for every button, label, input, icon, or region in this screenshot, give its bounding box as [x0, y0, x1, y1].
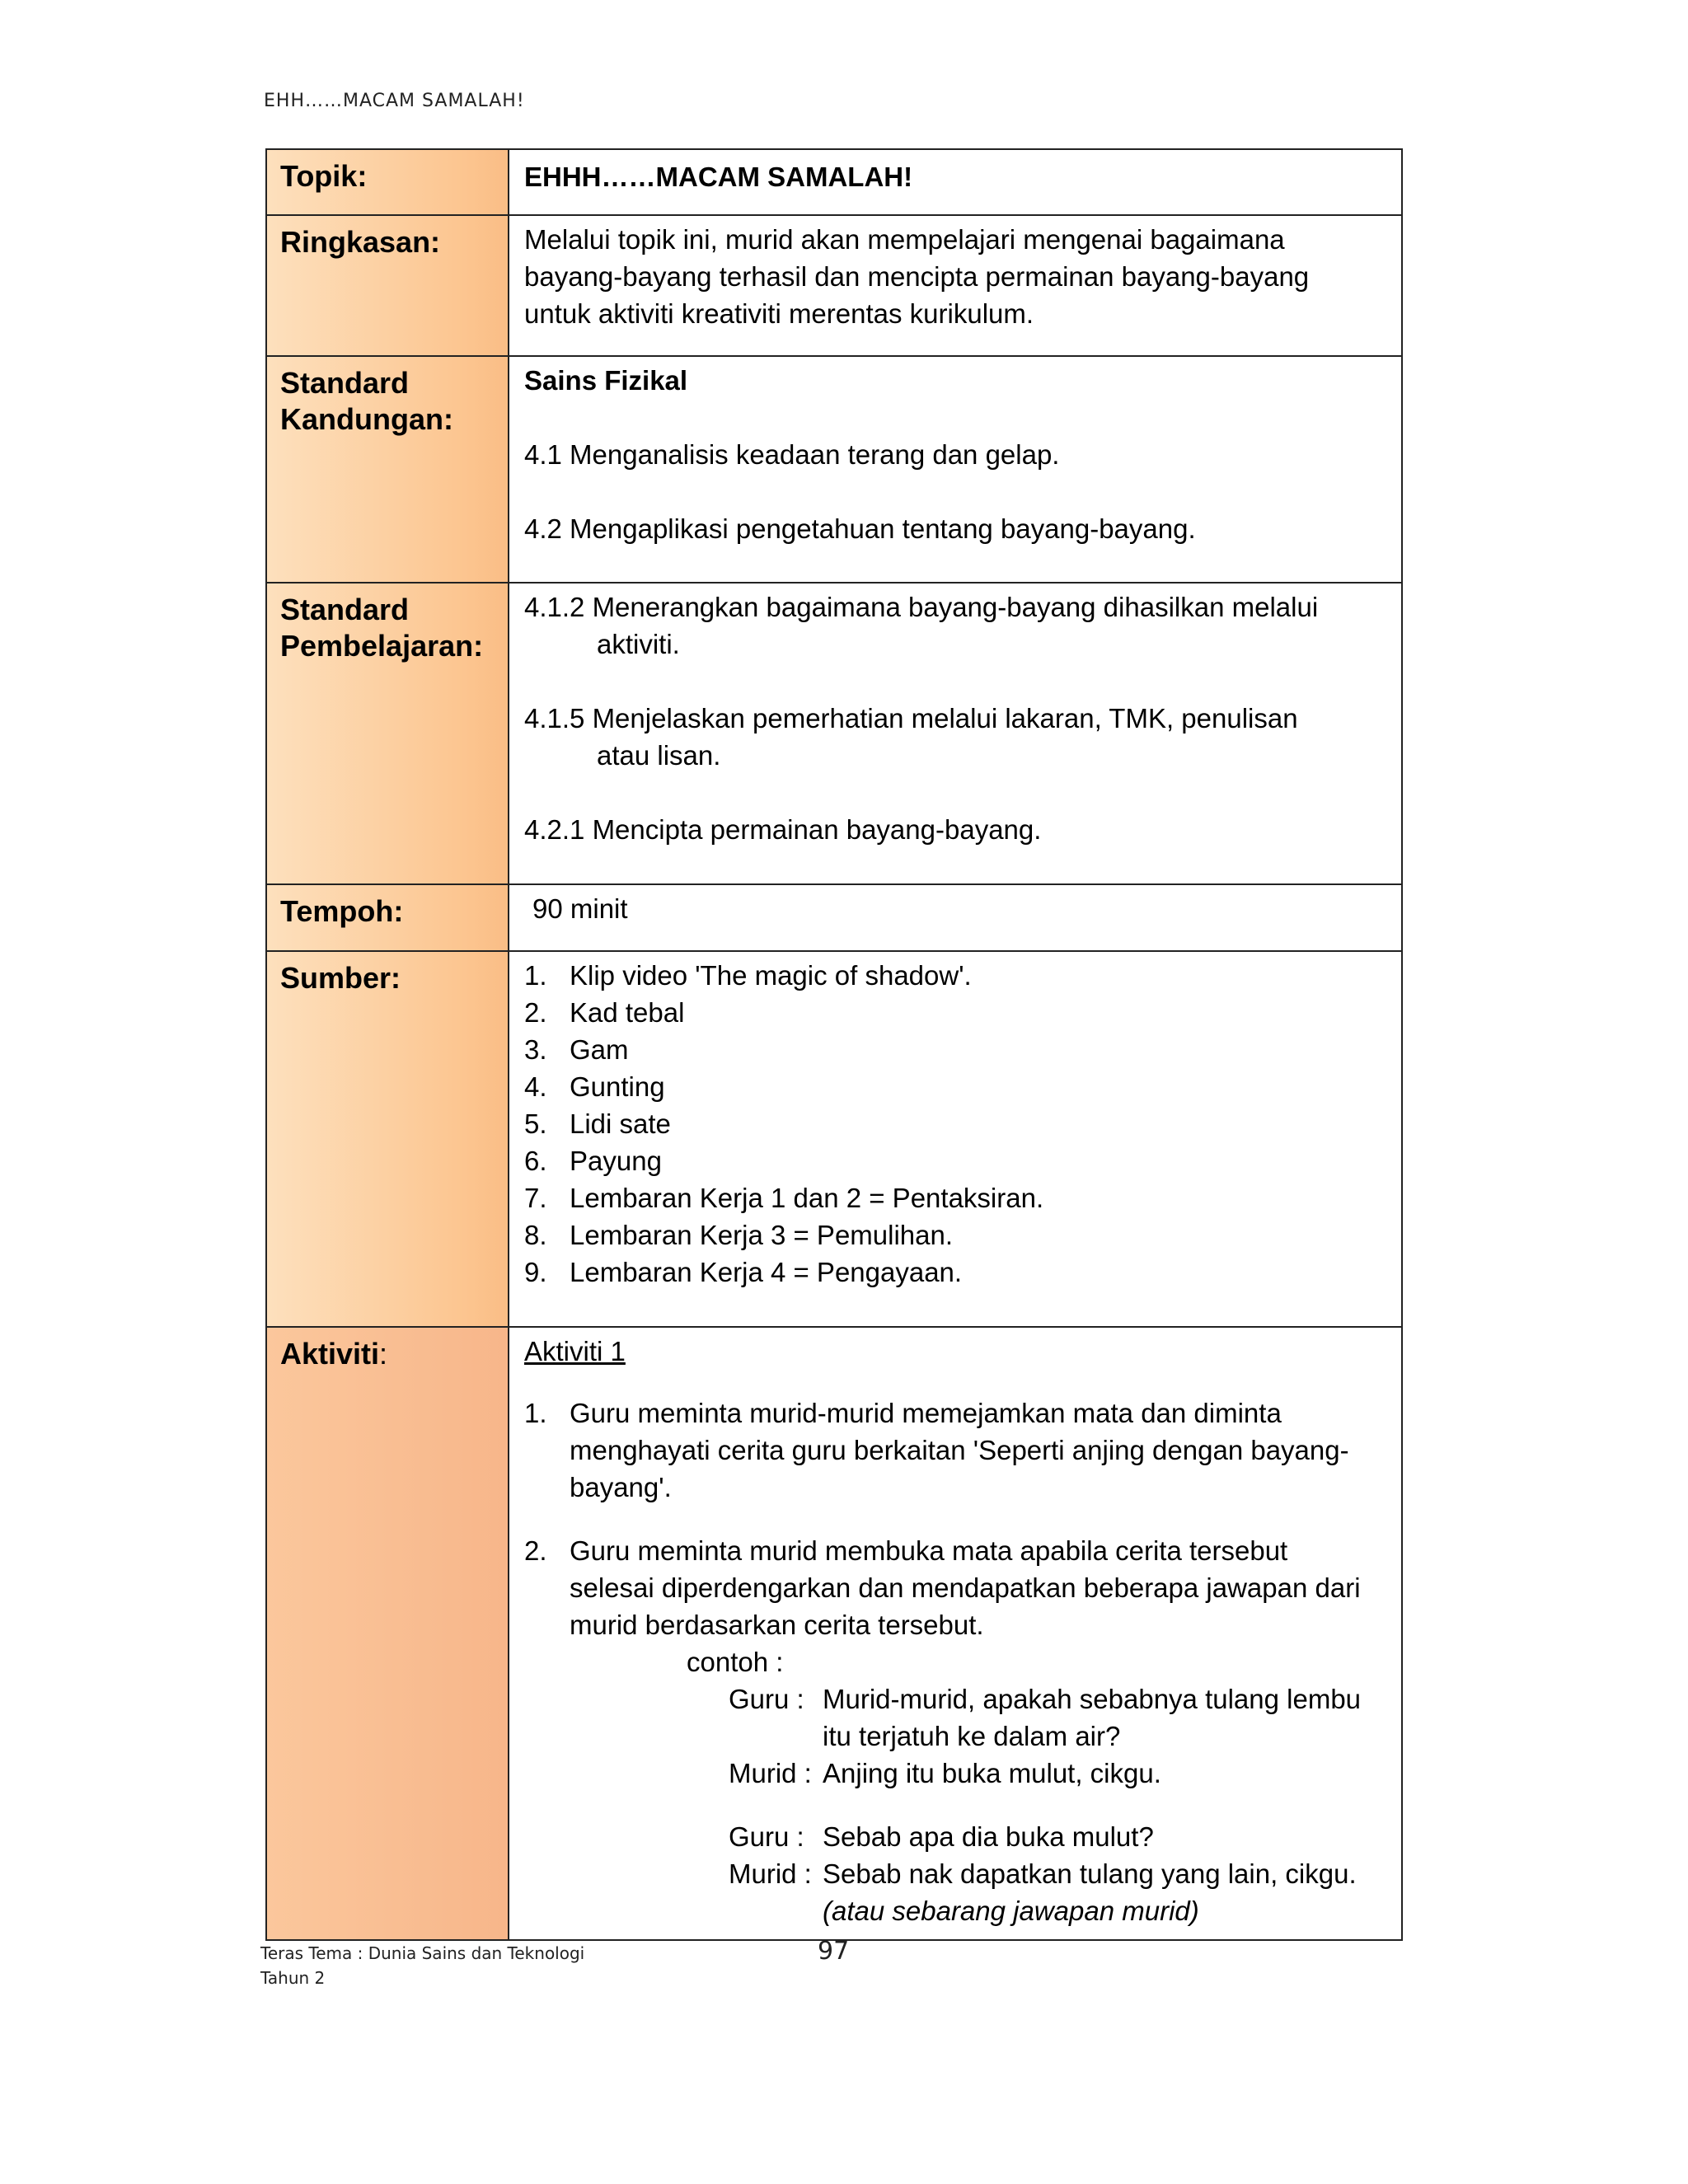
label-line: Pembelajaran:: [280, 629, 484, 663]
dialogue-line: [729, 1680, 1386, 1718]
step-number: 1.: [524, 1398, 547, 1428]
speech: itu terjatuh ke dalam air?: [823, 1721, 1121, 1751]
standard-pembelajaran-content: [509, 583, 1401, 858]
ringkasan-text: [509, 216, 1401, 342]
speaker: Guru :: [729, 1821, 804, 1852]
content-cell-tempoh: [509, 884, 1402, 951]
row-sumber: [266, 951, 1402, 1327]
spacer: [524, 399, 1386, 436]
page-header: EHH……MACAM SAMALAH!: [264, 91, 525, 111]
speech: Sebab nak dapatkan tulang yang lain, cikgu.: [823, 1858, 1357, 1889]
list-number: 1.: [524, 960, 547, 991]
list-text: Lembaran Kerja 1 dan 2 = Pentaksiran.: [570, 1183, 1044, 1213]
sains-fizikal-heading: Sains Fizikal: [524, 365, 688, 396]
list-item: [524, 994, 1386, 1031]
dialogue: [729, 1680, 1386, 1929]
lesson-plan-table: [265, 148, 1403, 1941]
page-number: 97: [818, 1937, 850, 1966]
ringkasan-line: Melalui topik ini, murid akan mempelajari mengenai bagaimana: [524, 224, 1285, 255]
speaker: Murid :: [729, 1858, 812, 1889]
footer-line: Tahun 2: [260, 1968, 326, 1988]
spacer: [524, 1506, 1386, 1532]
step-line: Guru meminta murid membuka mata apabila cerita tersebut: [570, 1535, 1288, 1566]
label-standard-kandungan: [267, 357, 508, 446]
label-line: Standard: [280, 593, 410, 626]
label-cell-sumber: [266, 951, 509, 1327]
dialogue-line: [729, 1818, 1386, 1855]
label-standard-pembelajaran: [267, 583, 508, 673]
list-number: 5.: [524, 1108, 547, 1139]
label-topik: Topik:: [280, 159, 368, 193]
step-line: menghayati cerita guru berkaitan 'Seperti anjing dengan bayang-: [570, 1435, 1349, 1465]
row-ringkasan: [266, 215, 1402, 356]
list-item: [524, 1068, 1386, 1105]
list-item: [524, 1031, 1386, 1068]
pembelajaran-item-cont: aktiviti.: [597, 629, 680, 659]
list-number: 6.: [524, 1146, 547, 1176]
content-cell-standard-kandungan: [509, 356, 1402, 583]
list-text: Payung: [570, 1146, 662, 1176]
ringkasan-line: bayang-bayang terhasil dan mencipta permainan bayang-bayang: [524, 261, 1310, 292]
list-number: 3.: [524, 1034, 547, 1065]
content-cell-aktiviti: [509, 1327, 1402, 1940]
step-line: Guru meminta murid-murid memejamkan mata dan diminta: [570, 1398, 1282, 1428]
standard-kandungan-content: [509, 357, 1401, 557]
speech-note: (atau sebarang jawapan murid): [823, 1896, 1199, 1926]
label-cell-topik: [266, 149, 509, 215]
list-number: 9.: [524, 1257, 547, 1287]
step-line: murid berdasarkan cerita tersebut.: [570, 1610, 984, 1640]
speaker: Murid :: [729, 1758, 812, 1788]
pembelajaran-item: 4.2.1 Mencipta permainan bayang-bayang.: [524, 814, 1042, 845]
label-ringkasan: Ringkasan:: [280, 225, 441, 259]
sumber-content: [509, 952, 1401, 1301]
content-cell-ringkasan: [509, 215, 1402, 356]
row-tempoh: [266, 884, 1402, 951]
label-line: Kandungan:: [280, 402, 453, 436]
list-text: Lembaran Kerja 4 = Pengayaan.: [570, 1257, 963, 1287]
spacer: [524, 663, 1386, 700]
footer-line: Teras Tema : Dunia Sains dan Teknologi: [260, 1943, 585, 1963]
pembelajaran-item: 4.1.2 Menerangkan bagaimana bayang-bayang dihasilkan melalui: [524, 592, 1319, 622]
list-text: Lembaran Kerja 3 = Pemulihan.: [570, 1220, 954, 1250]
list-text: Klip video 'The magic of shadow'.: [570, 960, 972, 991]
spacer: [729, 1792, 1386, 1818]
list-number: 8.: [524, 1220, 547, 1250]
tempoh-value: 90 minit: [532, 893, 628, 924]
list-item: [524, 1142, 1386, 1179]
content-cell-sumber: [509, 951, 1402, 1327]
step-text: [570, 1532, 1361, 1680]
dialogue-line: [729, 1718, 1386, 1755]
aktiviti-subtitle: Aktiviti 1: [524, 1336, 626, 1366]
sumber-list: [524, 957, 1386, 1291]
list-text: Lidi sate: [570, 1108, 671, 1139]
label-cell-standard-kandungan: [266, 356, 509, 583]
speaker: Guru :: [729, 1684, 804, 1714]
spacer: [524, 774, 1386, 811]
pembelajaran-item: 4.1.5 Menjelaskan pemerhatian melalui lakaran, TMK, penulisan: [524, 703, 1298, 733]
contoh-label: contoh :: [687, 1647, 784, 1677]
speech: Murid-murid, apakah sebabnya tulang lembu: [823, 1684, 1362, 1714]
content-cell-standard-pembelajaran: [509, 583, 1402, 884]
label-cell-standard-pembelajaran: [266, 583, 509, 884]
list-number: 7.: [524, 1183, 547, 1213]
label-aktiviti-colon: :: [379, 1337, 388, 1371]
list-item: [524, 957, 1386, 994]
step-text: [570, 1394, 1349, 1506]
speech: Sebab apa dia buka mulut?: [823, 1821, 1154, 1852]
list-item: [524, 1216, 1386, 1254]
label-cell-tempoh: [266, 884, 509, 951]
topik-value: EHHH……MACAM SAMALAH!: [524, 162, 913, 192]
label-cell-ringkasan: [266, 215, 509, 356]
aktiviti-step: [524, 1394, 1386, 1506]
list-item: [524, 1254, 1386, 1291]
list-item: [524, 1179, 1386, 1216]
dialogue-line: [729, 1892, 1386, 1929]
list-item: [524, 1105, 1386, 1142]
label-tempoh: Tempoh:: [280, 894, 404, 928]
aktiviti-content: [509, 1328, 1401, 1939]
label-sumber: Sumber:: [280, 961, 401, 995]
list-text: Kad tebal: [570, 997, 685, 1028]
label-aktiviti-text: Aktiviti: [280, 1337, 380, 1371]
content-cell-topik: [509, 149, 1402, 215]
step-line: bayang'.: [570, 1472, 672, 1502]
kandungan-item: 4.1 Menganalisis keadaan terang dan gelap.: [524, 439, 1060, 470]
spacer: [524, 473, 1386, 510]
step-line: selesai diperdengarkan dan mendapatkan beberapa jawapan dari: [570, 1572, 1361, 1603]
footer: [260, 1941, 584, 1990]
row-standard-kandungan: [266, 356, 1402, 583]
pembelajaran-item-cont: atau lisan.: [597, 740, 721, 771]
step-number: 2.: [524, 1535, 547, 1566]
aktiviti-step: [524, 1532, 1386, 1680]
list-number: 2.: [524, 997, 547, 1028]
ringkasan-line: untuk aktiviti kreativiti merentas kurikulum.: [524, 298, 1034, 329]
dialogue-line: [729, 1855, 1386, 1892]
dialogue-line: [729, 1755, 1386, 1792]
list-number: 4.: [524, 1071, 547, 1102]
list-text: Gam: [570, 1034, 629, 1065]
row-standard-pembelajaran: [266, 583, 1402, 884]
list-text: Gunting: [570, 1071, 665, 1102]
row-aktiviti: [266, 1327, 1402, 1940]
speech: Anjing itu buka mulut, cikgu.: [823, 1758, 1161, 1788]
kandungan-item: 4.2 Mengaplikasi pengetahuan tentang bayang-bayang.: [524, 513, 1196, 544]
label-aktiviti: [267, 1328, 508, 1380]
row-topik: [266, 149, 1402, 215]
spacer: [524, 1370, 1386, 1394]
label-line: Standard: [280, 366, 410, 400]
label-cell-aktiviti: [266, 1327, 509, 1940]
